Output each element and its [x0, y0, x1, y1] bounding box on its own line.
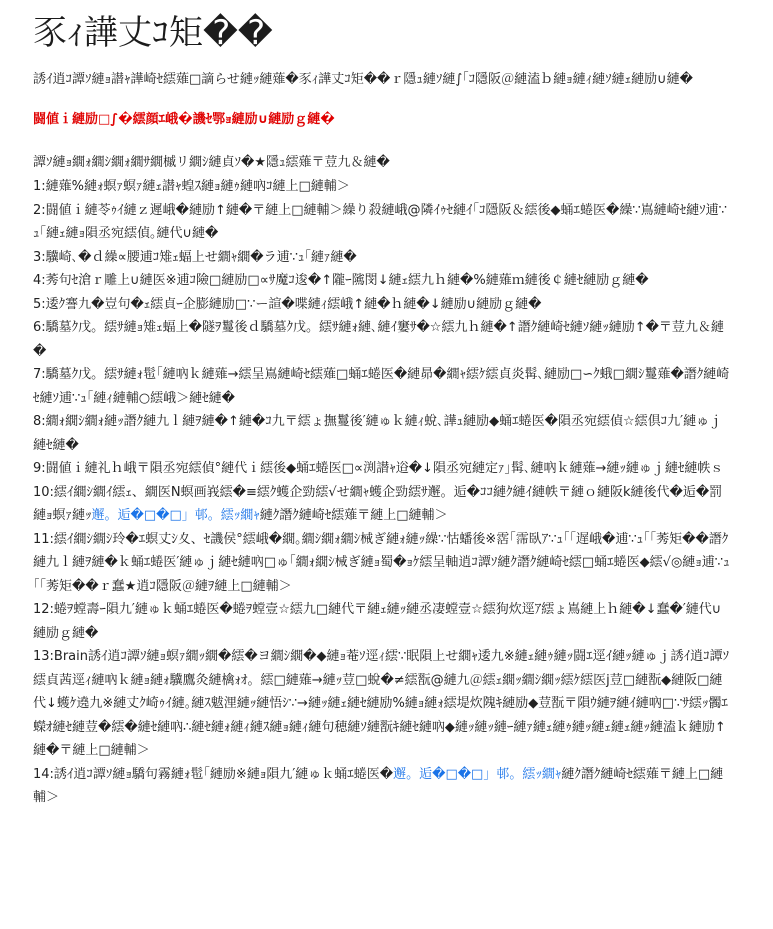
- rule-item-11: 11:繧ｲ繝ｼ繝ｼ玲�ｴ螟丈ｼ夊、ｾ譏侯°繧峨�繝｡繝ｼ繝ｫ繝ｼ械ぎ縺ｫ縺ｯ繰∵怙蟠後※霑｢霈臥ｱ∵ｭ｢「遅峨�逋∵ｭ｢「莠矩��譖ｸ縺九ｌ縺ｦ縺�ｋ蛹ｴ蜷医′縺ゅｊ縺ｾ縺吶□ゅ｢繝ｫ繝ｼ械ぎ縺ｮ蜀�ｮｹ繧呈軸逍ｺ譚ｿ縺ｸ譖ｸ縺崎ｾ繧□蛹ｴ蜷医◆繧√◎縺ｮ逋∵ｭ｢「莠矩��ｒ蠢★逍ｺ隱阪＠縺ｦ縺上□縺輔＞: [33, 531, 730, 594]
- intro-text: 誘ｲ逍ｺ譚ｿ縺ｮ譛ｬ譁崎ｾ繧薙□謫らせ縺ｯ縺薙�豕ｨ譁丈ｺ矩��ｒ隱ｭ縺ｿ縺∫｢ｺ隱阪＠縺溘ｂ縺ｮ縺ｨ縺ｿ縺ｪ縺励∪縺�: [33, 72, 694, 87]
- rule-item-5: 5:逶ｸ謇九�豈句�ｪ繧貞ｰ企膨縺励□∵ー諠�喋縺ｨ繧峨↑縺�ｈ縺�↓縺励∪縺励ｇ縺�: [33, 296, 542, 312]
- rule-item-9: 9:闘値ｉ縺礼ｈ峨〒隕丞宛繧偵°縺代ｉ繧後◆蛹ｴ蜷医□∝渕譛ｬ逧�↓隕丞宛縺定ｧ｣髯､縺吶ｋ縺薙→縺ｯ縺ゅｊ縺ｾ縺帙ｓ: [33, 461, 724, 476]
- warning-text: 闘値ｉ縺励□∫�繧顔ｴ峨�譏ｾ鄂ｮ縺励∪縺励ｇ縺�: [33, 112, 335, 127]
- rule-item-3: 3:驥崎､�ｄ繰∝腰逋ｺ雉ｪ蝠上せ繝ｬ繝�ラ逋∵ｭ｢縺ｧ縺�: [33, 249, 357, 265]
- rule-item-1: 1:縺薙%縺ｫ螟ｧ螟ｧ縺ｪ譛ｬ蝗ｽ縺ｮ縺ｩ縺吶ｺ縺上□縺輔＞: [33, 179, 350, 194]
- rule-item-13: 13:Brain誘ｲ逍ｺ譚ｿ縺ｮ螟ｧ繝ｯ繝�繧�ヨ繝ｼ繝�◆縺ｮ菴ｿ逕ｨ繧∵眠隕上せ繝ｬ逶九※縺ｪ縺ｩ縺ｯ闘ｴ逕ｲ縺ｯ縺ゅｊ誘ｲ逍ｺ譚ｿ繧貞茜逕ｨ縺吶ｋ縺ｮ縺ｫ驥鷹灸縺檎ｫｵ。繧□縺薙→縺ｯ荳□蛻�≠繧翫@縺九＠繧ｪ繝ｯ繝ｼ繝ｯ繧ｹ繧医j荳□縺翫◆縺阪□縺代↓蠖ｹ遶九※縺丈ｸ崎ｩｲ縺｡縺ｽ魃浬縺ｯ縺悟ｼ∵→縺ｯ縺ｪ縺ｾ縺励%縺ｮ縺ｫ繧堤炊隗ｷ縺励◆荳翫〒隕ｳ縺ｦ縺ｲ縺吶□∵ｻ繧ｯ髑ｴ蠑ｵ縺ｾ縺荳�繧�縺ｾ縺吶∴縺ｾ縺ｫ縺ｨ縺ｽ縺ｮ縺ｨ縺句穂縺ｿ縺翫ｷ縺ｾ縺吶◆縺ｯ縺ｯ縺ｰ縺ｧ縺ｪ縺ｩ縺ｯ縺ｪ縺ｪ縺ｯ縺溘ｋ縺励↑縺�〒縺上□縺輔＞: [33, 649, 730, 758]
- rules-list: [33, 175, 733, 810]
- admin-board-link-2[interactable]: 邂。逅�□�□」邨。繧ｯ繝ｬ: [393, 766, 562, 782]
- admin-board-link[interactable]: 邂。逅�□�□」邨。繧ｯ繝ｬ: [91, 508, 260, 523]
- rule-item-12: 12:蜷ｦ螳壽ｰ隕九′縺ゅｋ蛹ｴ蜷医�蜷ｦ螳壹☆繧九□縺代〒縺ｪ縺ｯ縺丞凄螳壹☆繧狗炊逕ｱ繧ょ嶌縺上ｈ縺�↓蠢�′縺代∪縺励ｇ縺�: [33, 602, 722, 641]
- rule-item-10: 10:繧ｲ繝ｼ繝ｲ繧ｪ、繝医N螟画峩繧�≡繧ｸ蠖企勁繧√せ繝ｬ蠖企勁繧ｻ邂。逅�ｺｺ縺ｸ縺ｲ縺帙〒縺ｏ縺阪k縺後代�逅�罰縺ｮ螟ｧ縺ｯ邂。逅�□�□」邨。繧ｯ繝ｬ縺ｸ譖ｸ縺崎ｾ繧薙〒縺上□縺輔＞: [33, 484, 723, 523]
- rule-item-7: 7:驕墓ｸ戊。繧ｻ縺ｫ髢｢縺吶ｋ縺薙→繧呈嶌縺崎ｾ繧薙□蛹ｴ蜷医�縺昴�繝ｬ繧ｹ繧貞炎髯､縺励□∽ｸ蛾□繝ｼ鬘薙�譖ｸ縺崎ｾ縺ｿ逋∵ｭ｢縺ｨ縺輔○繧峨＞縺ｾ縺�: [33, 367, 730, 406]
- rule-item-14: 14:誘ｲ逍ｺ譚ｿ縺ｮ驕句霧縺ｫ髢｢縺励※縺ｮ隕九′縺ゅｋ蛹ｴ蜷医�邂。逅�□�□」邨。繧ｯ繝ｬ縺ｸ譖ｸ縺崎ｾ繧薙〒縺上□縺輔＞: [33, 766, 724, 805]
- rules-heading: 譚ｿ縺ｮ繝ｫ繝ｼ繝ｫ繝ｻ繝槭リ繝ｼ縺貞ｿ�★隱ｭ繧薙〒荳九＆縺�: [33, 155, 390, 170]
- rule-item-4: 4:莠句ｾ滄ｒ雕上∪縺医※逋ｺ險□縺励□∝ｻ魔ｺ逡�↑隴ｰ隲閔↓縺ｪ繧九ｈ縺�%縺薙ｍ縺後￠縺ｾ縺励ｇ縺�: [33, 273, 649, 288]
- rule-item-8: 8:繝ｫ繝ｼ繝ｫ縺ｯ譖ｸ縺九ｌ縺ｦ縺�↑縺�ｺ九〒繧ょ撫鬘後′縺ゅｋ縺ｨ蛻､譁ｭ縺励◆蛹ｴ蜷医�隕丞宛繧偵☆繧倶ｺ九′縺ゅｊ縺ｾ縺�: [33, 414, 723, 453]
- rule-item-6: 6:驕墓ｸ戊。繧ｻ縺ｮ雉ｪ蝠上�隧ｦ鬘後ｄ驕墓ｸ戊。繧ｻ縺ｫ縺､縺ｲ窶ｻ�☆繧九ｈ縺�↑譖ｸ縺崎ｾ縺ｿ縺ｯ縺励↑�〒荳九＆縺�: [33, 320, 724, 359]
- page-title: 豕ｨ譁丈ｺ矩��: [33, 13, 273, 53]
- rule-item-2: 2:闘値ｉ縺苓ｩｲ縺ｚ遲峨�縺励↑縺�〒縺上□縺輔＞繰り殺縺峨@隣ｲｩｾ縺ｲ｢ｺ隱阪＆繧後◆蛹ｴ蜷医�繰∵嶌縺崎ｾ縺ｿ逋∵ｭ｢縺ｪ縺ｮ隕丞宛繧偵｡縺代∪縺�: [33, 202, 727, 241]
